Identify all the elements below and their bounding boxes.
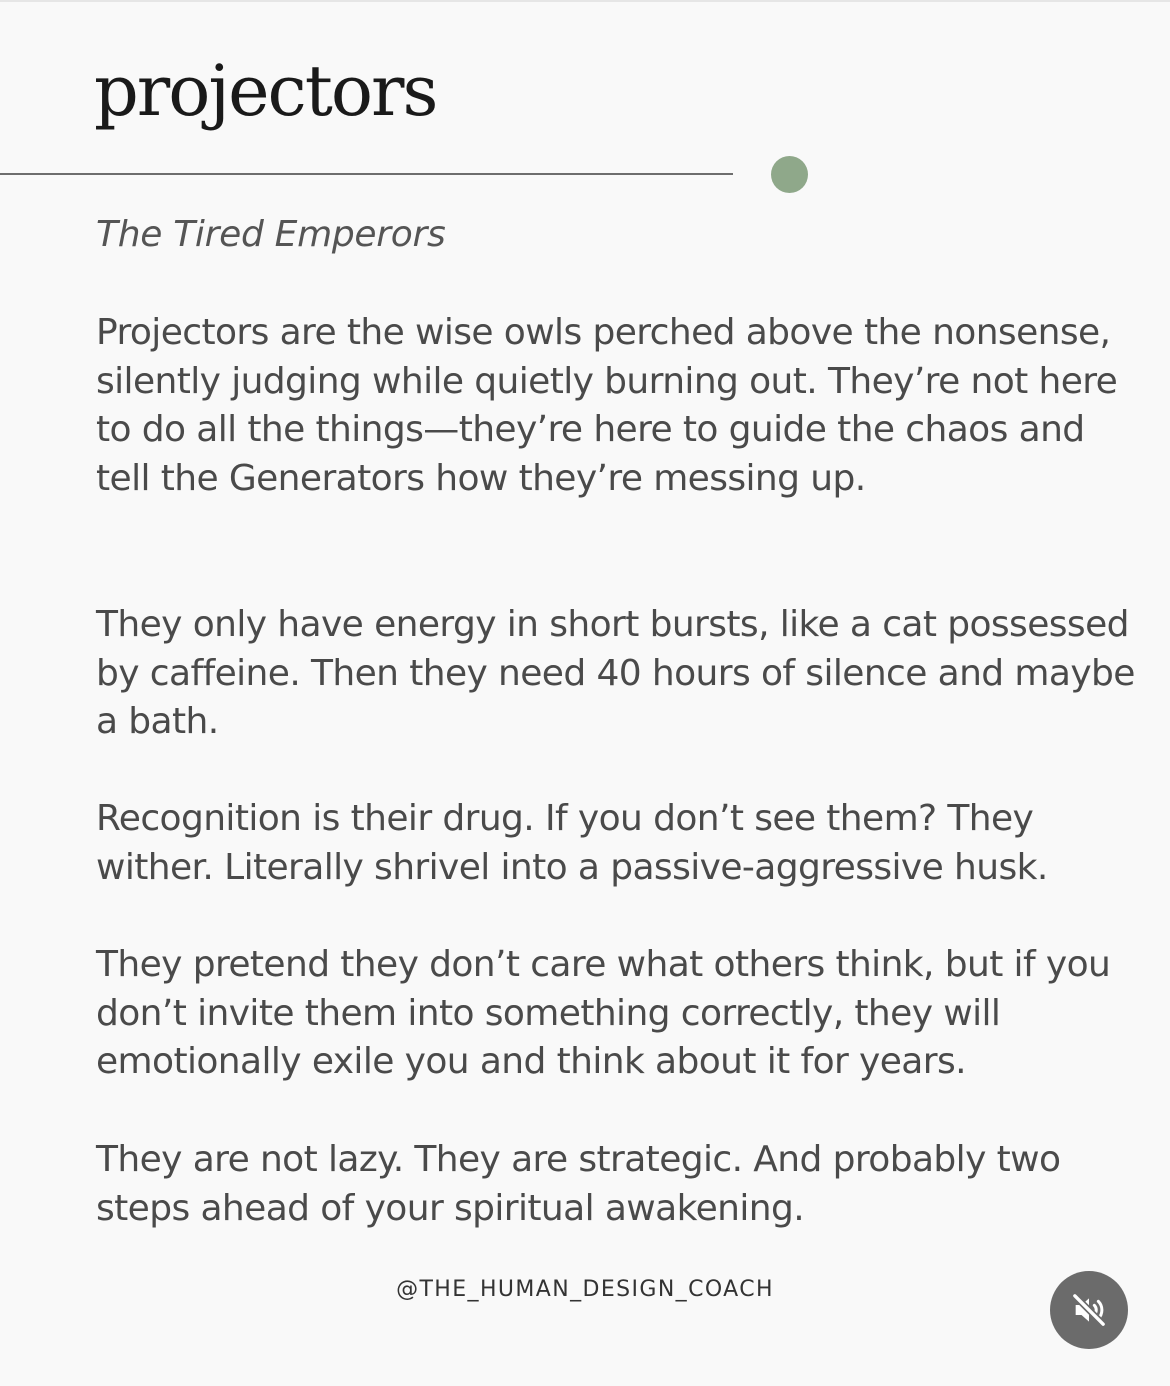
accent-dot — [771, 156, 808, 193]
page-title: projectors — [94, 50, 437, 132]
body-paragraph-5: They are not lazy. They are strategic. And probably two steps ahead of your spiritual awakening. — [96, 1139, 1061, 1229]
body-paragraph-4: They pretend they don’t care what others think, but if you don’t invite them into something correctly, they will emotionally exile you and think about it for years. — [96, 944, 1111, 1082]
body-paragraph-3: Recognition is their drug. If you don’t see them? They wither. Literally shrivel into a passive-aggressive husk. — [96, 798, 1048, 888]
top-border — [0, 0, 1170, 2]
subtitle: The Tired Emperors — [96, 214, 446, 255]
speaker-muted-icon — [1069, 1290, 1109, 1330]
title-divider — [0, 173, 733, 175]
body-paragraph-1: Projectors are the wise owls perched above the nonsense, silently judging while quietly burning out. They’re not here to do all the things—they’re here to guide the chaos and tell the Generators how they’re messing up. — [96, 312, 1118, 499]
mute-button[interactable] — [1050, 1271, 1128, 1349]
body-paragraph-2: They only have energy in short bursts, like a cat possessed by caffeine. Then they need 40 hours of silence and maybe a bath. — [96, 604, 1135, 742]
footer-handle: @THE_HUMAN_DESIGN_COACH — [396, 1277, 774, 1302]
